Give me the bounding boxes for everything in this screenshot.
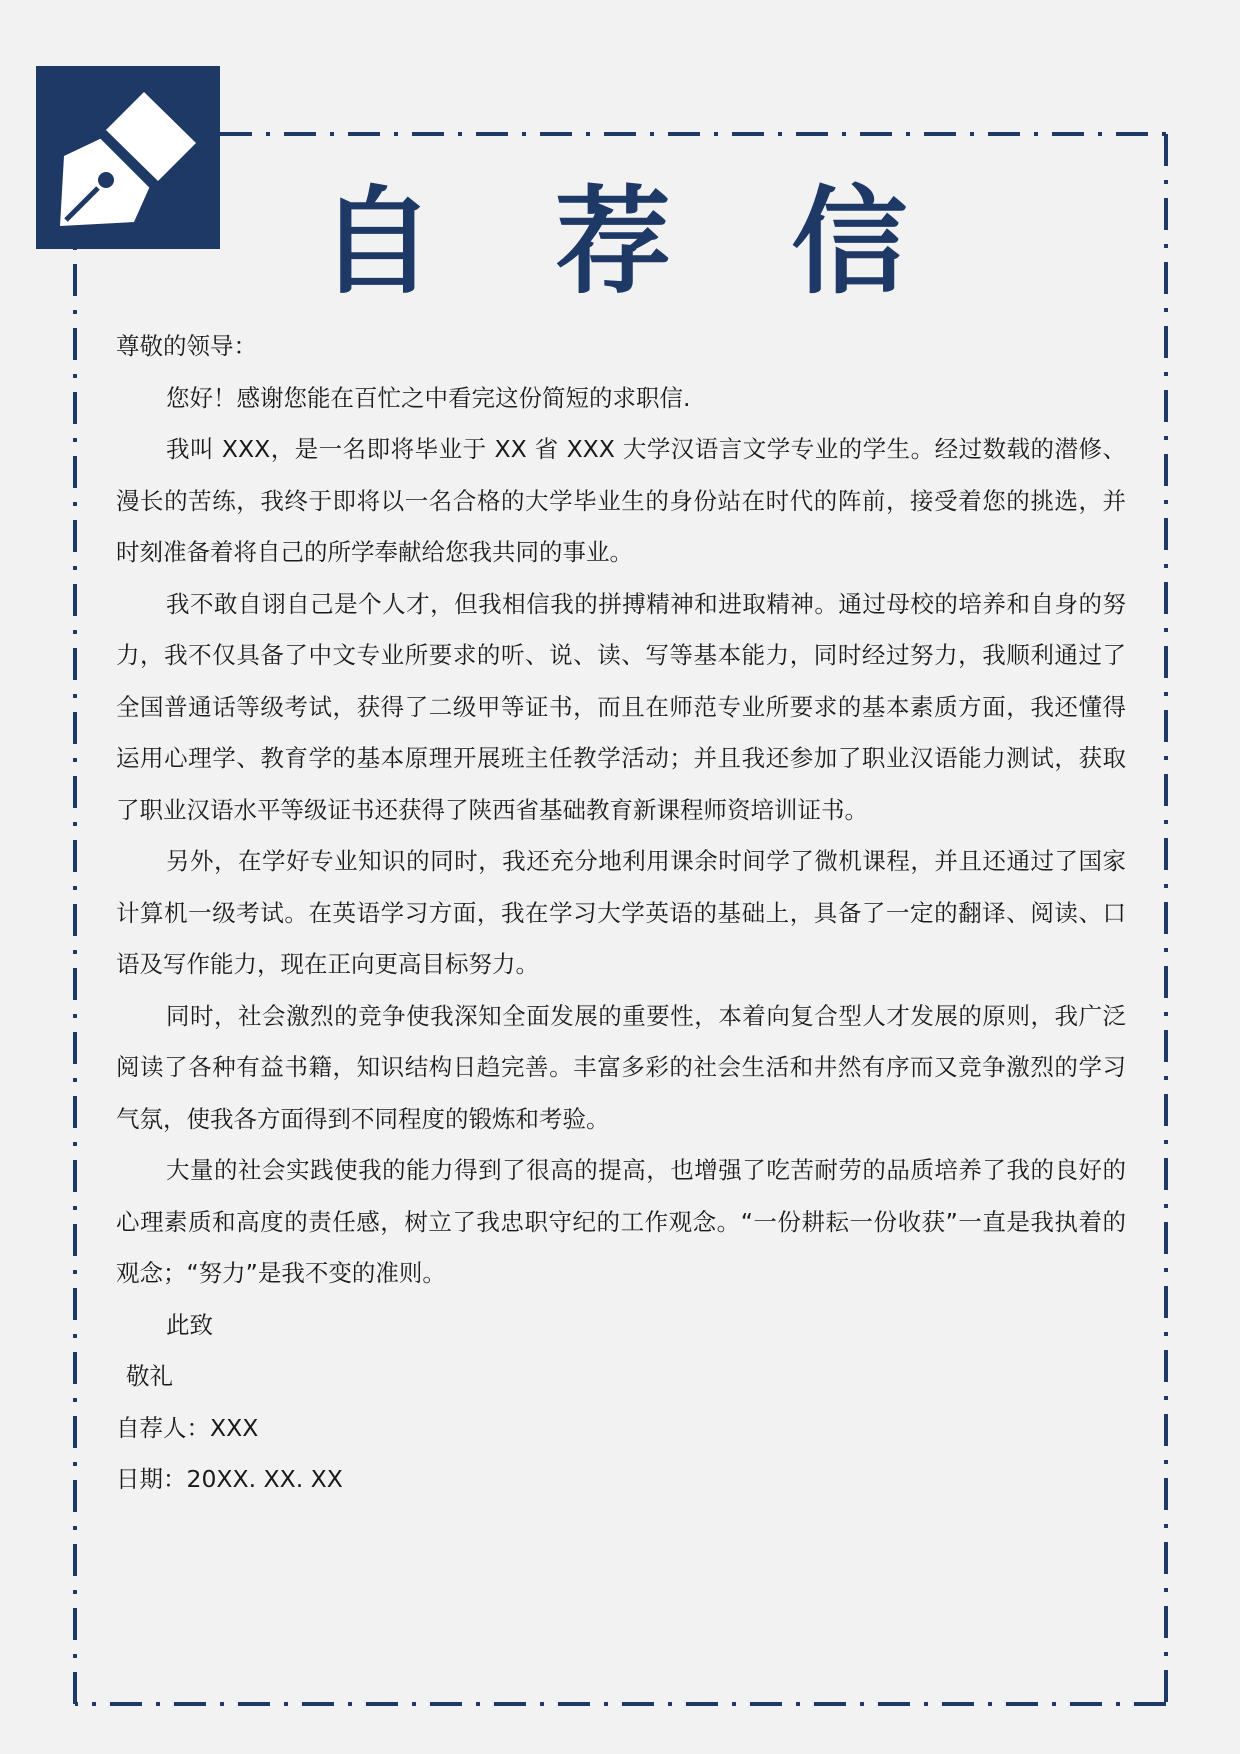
paragraph: 同时，社会激烈的竞争使我深知全面发展的重要性，本着向复合型人才发展的原则，我广泛阅读了各种有益书籍，知识结构日趋完善。丰富多彩的社会生活和井然有序而又竞争激烈的学习气氛，使我各方面得到不同程度的锻炼和考验。 (116, 1001, 1126, 1133)
signer-name: 自荐人：XXX (116, 1413, 259, 1442)
page-title: 自 荐 信 (318, 175, 948, 310)
paragraph: 您好！感谢您能在百忙之中看完这份简短的求职信. (166, 383, 691, 412)
paragraph: 大量的社会实践使我的能力得到了很高的提高，也增强了吃苦耐劳的品质培养了我的良好的心理素质和高度的责任感，树立了我忠职守纪的工作观念。“一份耕耘一份收获”一直是我执着的观念；“努力”是我不变的准则。 (116, 1156, 1126, 1287)
paragraph: 我叫 XXX，是一名即将毕业于 XX 省 XXX 大学汉语言文学专业的学生。经过数载的潜修、漫长的苦练，我终于即将以一名合格的大学毕业生的身份站在时代的阵前，接受着您的挑选，并时刻准备着将自己的所学奉献给您我共同的事业。 (116, 435, 1126, 566)
paragraph: 我不敢自诩自己是个人才，但我相信我的拼搏精神和进取精神。通过母校的培养和自身的努力，我不仅具备了中文专业所要求的听、说、读、写等基本能力，同时经过努力，我顺利通过了全国普通话等级考试，获得了二级甲等证书，而且在师范专业所要求的基本素质方面，我还懂得运用心理学、教育学的基本原理开展班主任教学活动；并且我还参加了职业汉语能力测试，获取了职业汉语水平等级证书还获得了陕西省基础教育新课程师资培训证书。 (116, 589, 1126, 824)
salutation: 尊敬的领导： (116, 332, 257, 360)
closing-regards: 敬礼 (126, 1362, 173, 1390)
signature-date: 日期：20XX. XX. XX (116, 1465, 343, 1493)
paragraph: 另外，在学好专业知识的同时，我还充分地利用课余时间学了微机课程，并且还通过了国家计算机一级考试。在英语学习方面，我在学习大学英语的基础上，具备了一定的翻译、阅读、口语及写作能力，现在正向更高目标努力。 (116, 847, 1126, 978)
letter-body (116, 321, 1126, 1506)
closing-line: 此致 (166, 1310, 213, 1339)
